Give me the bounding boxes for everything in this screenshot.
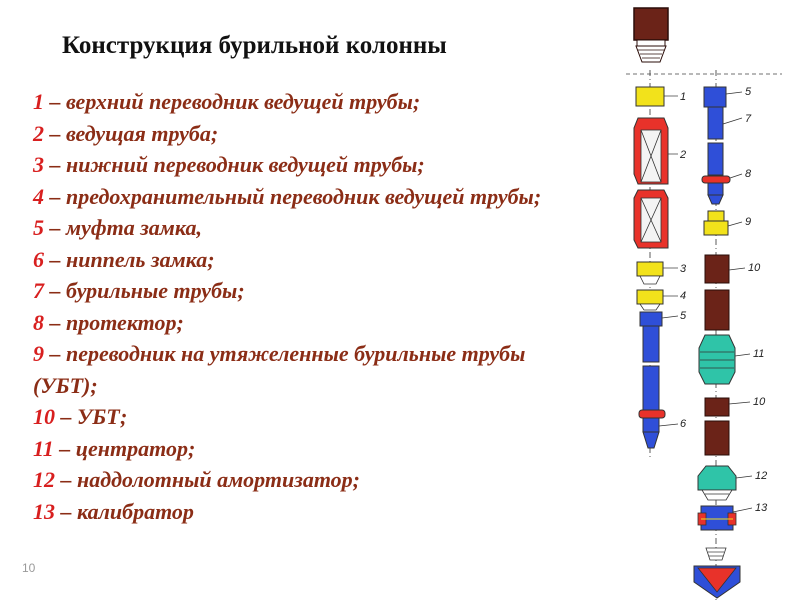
legend-text: – бурильные трубы; bbox=[44, 278, 245, 303]
drill-bit bbox=[694, 548, 740, 598]
legend-text: – УБТ; bbox=[55, 404, 128, 429]
legend-text: – ведущая труба; bbox=[44, 120, 219, 146]
part-label: 11 bbox=[753, 348, 765, 360]
part-10-drill-collar-upper bbox=[705, 255, 745, 330]
legend-text: – наддолотный амортизатор; bbox=[55, 467, 360, 492]
part-11-centralizer bbox=[699, 335, 750, 384]
part-7-drill-pipe bbox=[708, 107, 742, 175]
part-label: 8 bbox=[745, 168, 752, 180]
legend-number: 11 bbox=[33, 435, 54, 461]
part-label: 13 bbox=[755, 502, 768, 514]
part-13-stabilizer-reamer bbox=[698, 506, 752, 530]
legend-text: – калибратор bbox=[55, 498, 194, 524]
part-label: 3 bbox=[680, 263, 687, 275]
part-label: 9 bbox=[745, 216, 752, 228]
legend-number: 7 bbox=[33, 278, 44, 303]
part-4-safety-sub bbox=[637, 290, 678, 310]
part-12-shock-sub bbox=[698, 466, 752, 500]
slide-number: 10 bbox=[22, 561, 36, 575]
legend-text: – протектор; bbox=[44, 309, 184, 335]
legend-number: 8 bbox=[33, 309, 44, 335]
part-label: 5 bbox=[745, 86, 752, 98]
legend-text: – переводник на утяжеленные бурильные трубы (УБТ); bbox=[33, 341, 526, 398]
legend-number: 6 bbox=[33, 246, 44, 272]
legend-text: – нижний переводник ведущей трубы; bbox=[44, 152, 425, 177]
legend-number: 2 bbox=[33, 120, 44, 146]
legend-number: 5 bbox=[33, 215, 44, 240]
part-label: 12 bbox=[755, 470, 768, 482]
part-6-pipe-and-pin bbox=[639, 326, 678, 448]
part-9-crossover-sub bbox=[704, 211, 742, 235]
legend-text: – муфта замка, bbox=[44, 215, 202, 240]
part-10-drill-collar-lower bbox=[705, 398, 750, 455]
legend-number: 9 bbox=[33, 341, 44, 366]
part-label: 7 bbox=[745, 113, 752, 125]
part-label: 6 bbox=[680, 418, 687, 430]
legend-number: 4 bbox=[33, 183, 44, 209]
swivel-top bbox=[634, 8, 668, 62]
part-label: 2 bbox=[680, 149, 687, 161]
part-5-tool-joint-box-right bbox=[704, 87, 742, 107]
part-3-lower-kelly-sub bbox=[637, 262, 678, 284]
legend-text: – центратор; bbox=[53, 435, 196, 461]
page-title: Конструкция бурильной колонны bbox=[62, 32, 447, 59]
part-label: 5 bbox=[680, 310, 687, 322]
legend-number: 13 bbox=[33, 498, 55, 524]
legend-number: 10 bbox=[33, 404, 55, 429]
legend-text: – верхний переводник ведущей трубы; bbox=[44, 89, 421, 114]
part-1-upper-kelly-sub bbox=[636, 87, 678, 106]
legend-number: 1 bbox=[33, 89, 44, 114]
part-label: 10 bbox=[753, 396, 766, 408]
legend-number: 12 bbox=[33, 467, 55, 492]
legend-text: – ниппель замка; bbox=[44, 246, 215, 272]
part-8-protector bbox=[702, 174, 742, 204]
part-5-tool-joint-box-left bbox=[640, 312, 678, 326]
part-label: 4 bbox=[680, 290, 687, 302]
legend-number: 3 bbox=[33, 152, 44, 177]
legend-text: – предохранительный переводник ведущей трубы; bbox=[44, 183, 542, 209]
part-label: 1 bbox=[680, 91, 687, 103]
part-2-kelly bbox=[634, 118, 678, 248]
part-label: 10 bbox=[748, 262, 761, 274]
